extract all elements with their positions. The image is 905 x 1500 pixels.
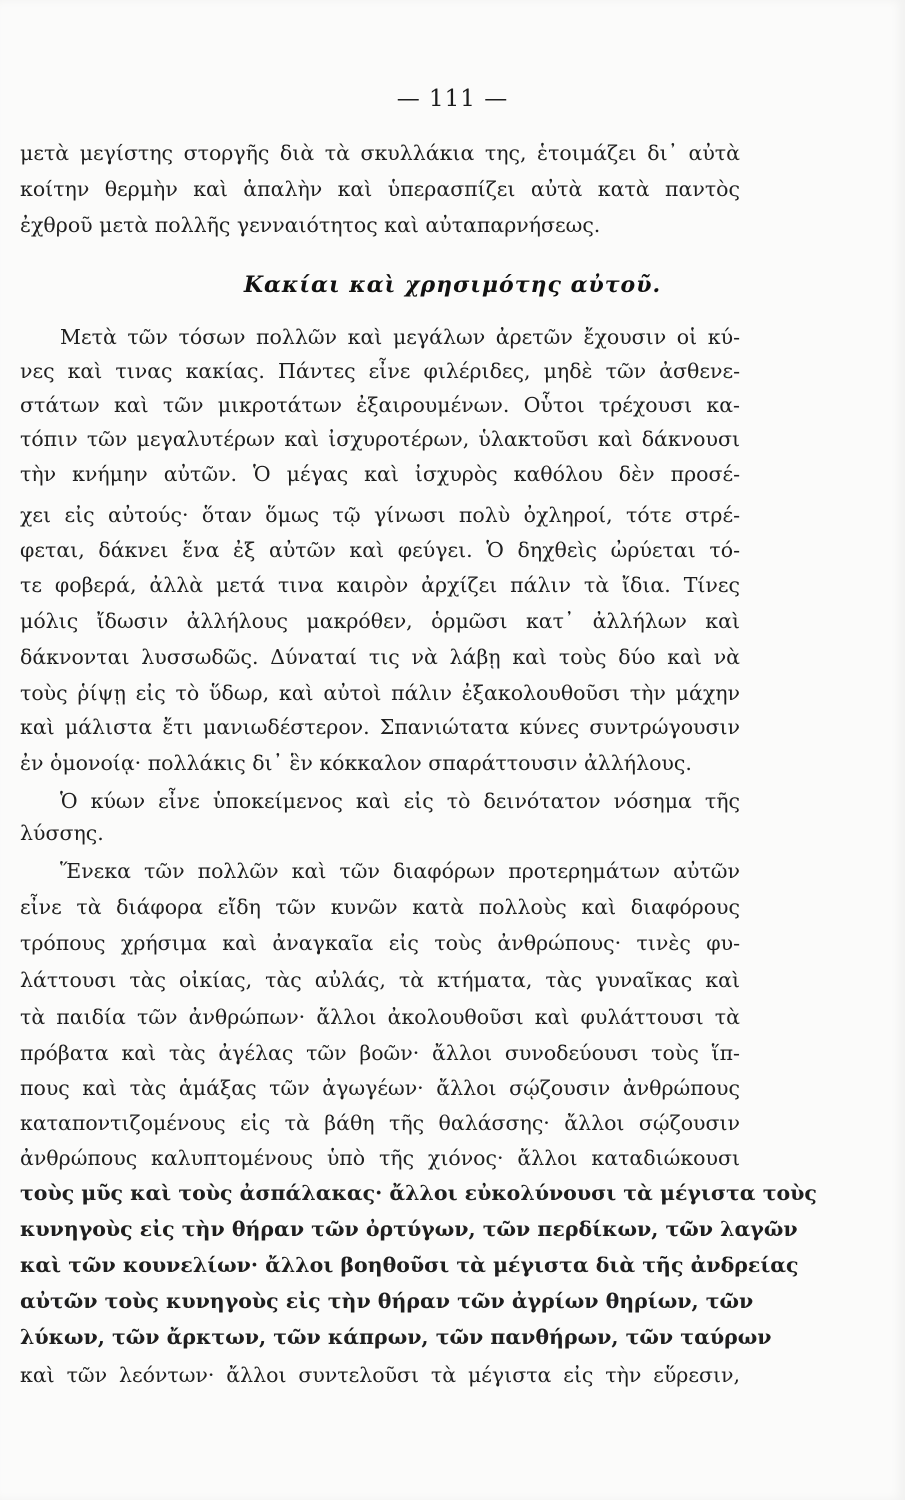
text-line: δάκνονται λυσσωδῶς. Δύναταί τις νὰ λάβῃ καὶ τοὺς δύο καὶ νὰ [20, 645, 740, 669]
text-line: τὰ παιδία τῶν ἀνθρώπων· ἄλλοι ἀκολουθοῦσι καὶ φυλάττουσι τὰ [20, 1005, 740, 1029]
text-line: αὐτῶν τοὺς κυνηγοὺς εἰς τὴν θήραν τῶν ἀγρίων θηρίων, τῶν [20, 1289, 754, 1313]
text-line: καταποντιζομένους εἰς τὰ βάθη τῆς θαλάσσης· ἄλλοι σῴζουσιν [20, 1111, 740, 1135]
text-line: καὶ τῶν κουνελίων· ἄλλοι βοηθοῦσι τὰ μέγιστα διὰ τῆς ἀνδρείας [20, 1253, 799, 1277]
text-line: τὴν κνήμην αὐτῶν. Ὁ μέγας καὶ ἰσχυρὸς καθόλου δὲν προσέ- [20, 462, 740, 486]
text-line: ἐχθροῦ μετὰ πολλῆς γενναιότητος καὶ αὐταπαρνήσεως. [20, 213, 601, 237]
text-line: χει εἰς αὐτούς· ὅταν ὅμως τῷ γίνωσι πολὺ ὀχληροί, τότε στρέ- [20, 503, 740, 527]
text-line: λάττουσι τὰς οἰκίας, τὰς αὐλάς, τὰ κτήματα, τὰς γυναῖκας καὶ [20, 968, 740, 992]
text-line: τρόπους χρήσιμα καὶ ἀναγκαῖα εἰς τοὺς ἀνθρώπους· τινὲς φυ- [20, 931, 740, 955]
text-line: νες καὶ τινας κακίας. Πάντες εἶνε φιλέριδες, μηδὲ τῶν ἀσθενε- [20, 359, 740, 383]
text-line: μετὰ μεγίστης στοργῆς διὰ τὰ σκυλλάκια της, ἑτοιμάζει δι᾽ αὐτὰ [20, 141, 740, 165]
text-line: κυνηγοὺς εἰς τὴν θήραν τῶν ὀρτύγων, τῶν περδίκων, τῶν λαγῶν [20, 1217, 798, 1241]
text-line: στάτων καὶ τῶν μικροτάτων ἐξαιρουμένων. Οὗτοι τρέχουσι κα- [20, 393, 740, 417]
text-line: φεται, δάκνει ἕνα ἐξ αὐτῶν καὶ φεύγει. Ὁ δηχθεὶς ὠρύεται τό- [20, 538, 740, 562]
text-line: Ὁ κύων εἶνε ὑποκείμενος καὶ εἰς τὸ δεινότατον νόσημα τῆς [60, 789, 740, 813]
text-line: μόλις ἴδωσιν ἀλλήλους μακρόθεν, ὁρμῶσι κατ᾽ ἀλλήλων καὶ [20, 609, 740, 633]
text-line: Ἕνεκα τῶν πολλῶν καὶ τῶν διαφόρων προτερημάτων αὐτῶν [60, 859, 740, 883]
text-line: πρόβατα καὶ τὰς ἀγέλας τῶν βοῶν· ἄλλοι συνοδεύουσι τοὺς ἵπ- [20, 1041, 740, 1065]
text-line: τε φοβερά, ἀλλὰ μετά τινα καιρὸν ἀρχίζει πάλιν τὰ ἴδια. Τίνες [20, 573, 740, 597]
text-line: τοὺς μῦς καὶ τοὺς ἀσπάλακας· ἄλλοι εὐκολύνουσι τὰ μέγιστα τοὺς [20, 1181, 817, 1205]
text-line: εἶνε τὰ διάφορα εἴδη τῶν κυνῶν κατὰ πολλοὺς καὶ διαφόρους [20, 895, 740, 919]
text-line: Μετὰ τῶν τόσων πολλῶν καὶ μεγάλων ἀρετῶν ἔχουσιν οἱ κύ- [60, 325, 740, 349]
text-line: λύσσης. [20, 821, 104, 845]
text-line: τοὺς ῥίψῃ εἰς τὸ ὕδωρ, καὶ αὐτοὶ πάλιν ἐξακολουθοῦσι τὴν μάχην [20, 681, 740, 705]
page-number: — 111 — [396, 86, 509, 112]
text-line: ἀνθρώπους καλυπτομένους ὑπὸ τῆς χιόνος· ἄλλοι καταδιώκουσι [20, 1146, 740, 1170]
text-line: ἐν ὁμονοίᾳ· πολλάκις δι᾽ ἓν κόκκαλον σπαράττουσιν ἀλλήλους. [20, 751, 692, 775]
section-heading: Κακίαι καὶ χρησιμότης αὐτοῦ. [243, 272, 662, 298]
text-line: λύκων, τῶν ἄρκτων, τῶν κάπρων, τῶν πανθήρων, τῶν ταύρων [20, 1325, 772, 1349]
text-line: καὶ τῶν λεόντων· ἄλλοι συντελοῦσι τὰ μέγιστα εἰς τὴν εὕρεσιν, [20, 1363, 740, 1387]
text-line: πους καὶ τὰς ἁμάξας τῶν ἀγωγέων· ἄλλοι σῴζουσιν ἀνθρώπους [20, 1076, 740, 1100]
text-line: καὶ μάλιστα ἔτι μανιωδέστερον. Σπανιώτατα κύνες συντρώγουσιν [20, 715, 740, 739]
text-line: τόπιν τῶν μεγαλυτέρων καὶ ἰσχυροτέρων, ὑλακτοῦσι καὶ δάκνουσι [20, 427, 740, 451]
text-line: κοίτην θερμὴν καὶ ἁπαλὴν καὶ ὑπερασπίζει αὐτὰ κατὰ παντὸς [20, 177, 740, 201]
